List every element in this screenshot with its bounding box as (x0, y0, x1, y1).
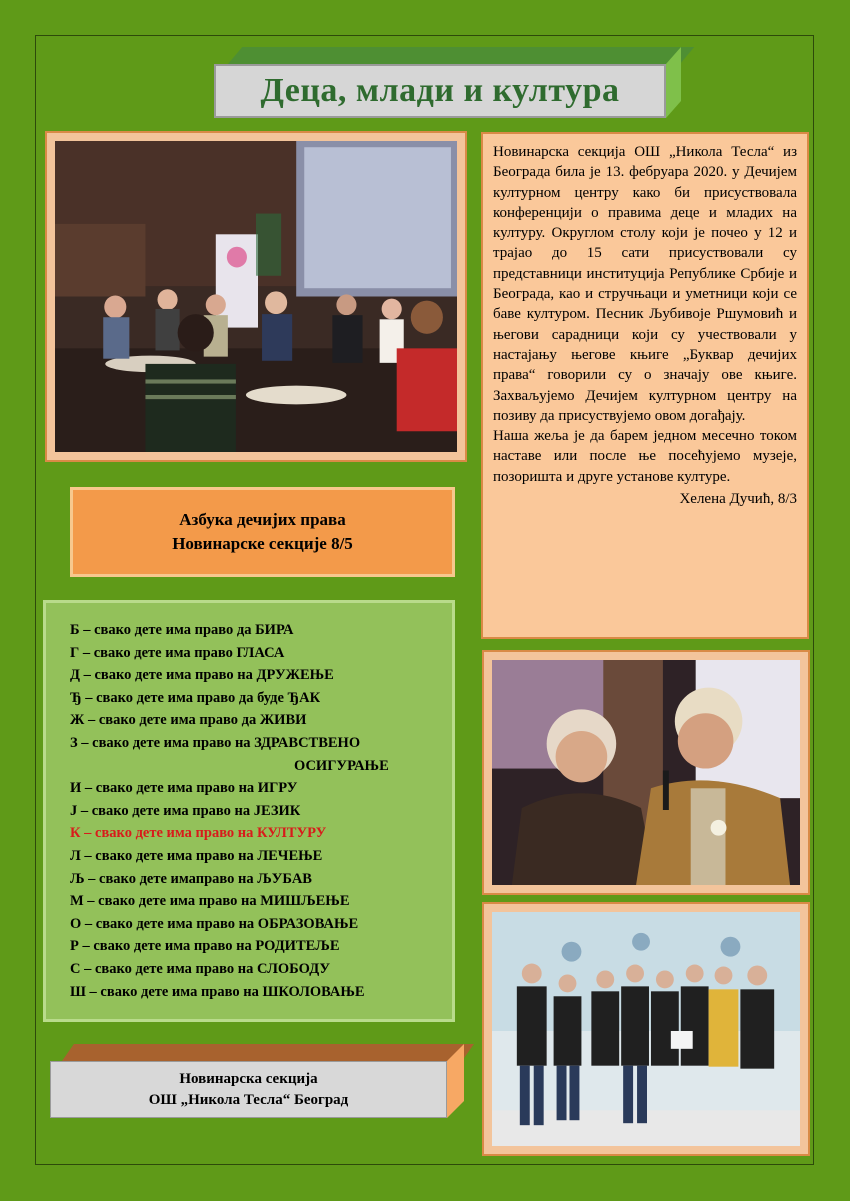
rights-item-text: К – свако дете има право на КУЛТУРУ (70, 825, 327, 842)
title-box-top-bevel (228, 47, 694, 64)
title-box (214, 64, 666, 118)
rights-list-item (70, 732, 442, 777)
students-photo (492, 912, 800, 1146)
rights-item-text: Љ – свако дете имаправо на ЉУБАВ (70, 870, 312, 887)
rights-list-item (70, 868, 442, 891)
conference-photo-frame (45, 131, 467, 462)
footer-line: ОШ „Никола Тесла“ Београд (148, 1091, 349, 1108)
rights-item-text: Р – свако дете има право на РОДИТЕЉЕ (70, 938, 340, 955)
rights-item-text: С – свако дете има право на СЛОБОДУ (70, 960, 331, 977)
rights-item-continuation: ОСИГУРАЊЕ (294, 757, 389, 774)
alphabet-heading (70, 487, 455, 577)
rights-list-box (43, 600, 455, 1022)
rights-item-text: Г – свако дете има право ГЛАСА (70, 644, 285, 661)
article-author: Хелена Дучић, 8/3 (679, 491, 797, 508)
rights-item-text: И – свако дете има право на ИГРУ (70, 780, 298, 797)
footer-line: Новинарска секција (179, 1070, 318, 1087)
rights-item-text: Ж – свако дете има право да ЖИВИ (70, 712, 307, 729)
page-title: Деца, млади и култура (260, 72, 620, 109)
rights-item-text: Л – свако дете има право на ЛЕЧЕЊЕ (70, 847, 323, 864)
article-paragraph: Наша жеља је да барем једном месечно током наставе или после ње посећујемо музеје, позоришта и друге установе културе. (493, 428, 797, 485)
rights-list-item (70, 913, 442, 936)
rights-list-item (70, 619, 442, 642)
rights-list-item (70, 709, 442, 732)
alphabet-heading-line: Азбука дечијих права (179, 510, 346, 529)
students-photo-frame (482, 902, 810, 1156)
rights-list-item (70, 981, 442, 1004)
rights-item-text: О – свако дете има право на ОБРАЗОВАЊЕ (70, 915, 359, 932)
rights-list-item (70, 822, 442, 845)
footer-box (50, 1061, 447, 1118)
rights-list-item (70, 800, 442, 823)
rights-list-item (70, 687, 442, 710)
rights-list-item (70, 845, 442, 868)
rights-item-text: Б – свако дете има право да БИРА (70, 622, 294, 638)
rights-list-item (70, 935, 442, 958)
rights-item-text: Ш – свако дете има право на ШКОЛОВАЊЕ (70, 983, 365, 1000)
alphabet-heading-line: Новинарске секције 8/5 (172, 534, 353, 553)
rights-list (70, 619, 442, 1003)
footer-box-top-bevel (62, 1044, 474, 1061)
rights-list-item (70, 958, 442, 981)
rights-item-text: Ј – свако дете има право на ЈЕЗИК (70, 802, 301, 819)
rights-item-text: Ђ – свако дете има право да буде ЂАК (70, 689, 321, 706)
conference-photo (55, 141, 457, 452)
article (481, 132, 809, 639)
rights-item-text: Д – свако дете има право на ДРУЖЕЊЕ (70, 667, 334, 684)
rights-item-text: З – свако дете има право на ЗДРАВСТВЕНО (70, 734, 361, 751)
rights-list-item (70, 890, 442, 913)
article-paragraph: Новинарска секција ОШ „Никола Тесла“ из Београда била је 13. фебруара 2020. у Дечијем културном центру како би присуствовала конференцији о правима деце и младих на културу. Округлом столу који је почео у 12 и трајао до 15 сати присуствовали су представници институција Републике Србије и Београда, као и стручњаци и уметници који се баве културом. Песник Љубивоје Ршумовић и његови сарадници који су учествовали у настајању његове књиге „Буквар дечијих права“ говорили су о значају ове књиге. Захваљујемо Дечијем културном центру на позиву да присуствујемо овом догађају. (493, 144, 797, 424)
speakers-photo (492, 660, 800, 885)
rights-list-item (70, 777, 442, 800)
rights-item-text: М – свако дете има право на МИШЉЕЊЕ (70, 893, 350, 910)
rights-list-item (70, 664, 442, 687)
speakers-photo-frame (482, 650, 810, 895)
rights-list-item (70, 642, 442, 665)
